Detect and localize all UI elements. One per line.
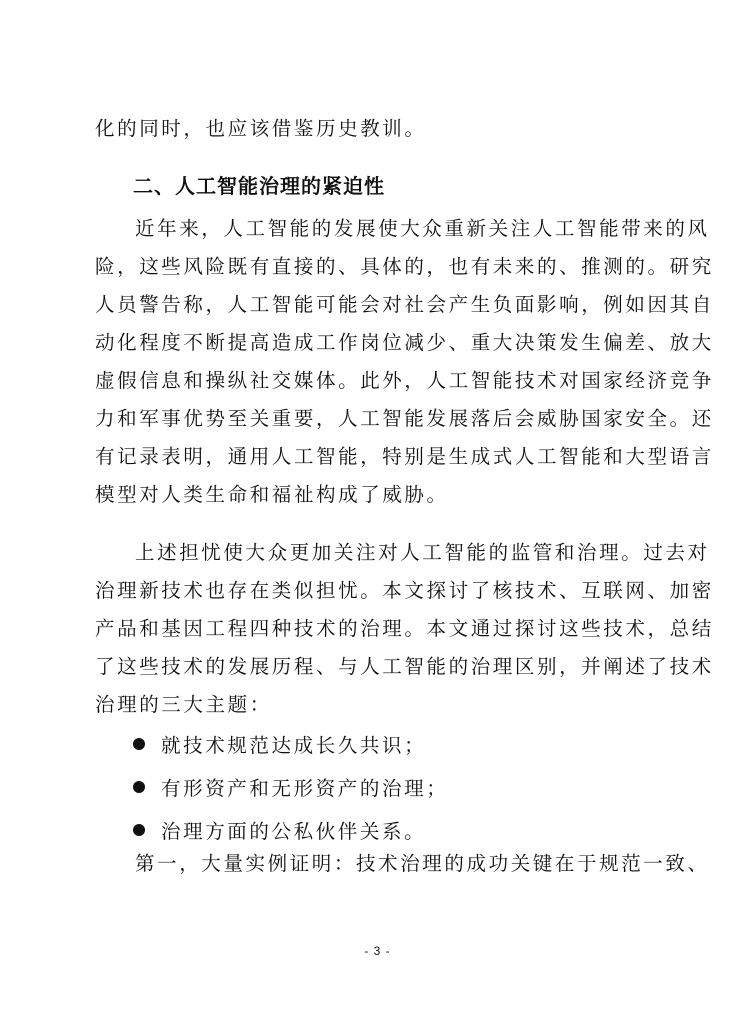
text-line: 近年来，人工智能的发展使大众重新关注人工智能带来的风 [135, 217, 710, 240]
text-line: 上述担忧使大众更加关注对人工智能的监管和治理。过去对 [135, 541, 710, 564]
text-line: 动化程度不断提高造成工作岗位减少、重大决策发生偏差、放大 [95, 331, 714, 354]
text-line: 产品和基因工程四种技术的治理。本文通过探讨这些技术，总结 [95, 617, 714, 640]
text-line: 治理新技术也存在类似担忧。本文探讨了核技术、互联网、加密 [95, 579, 714, 602]
text-line: 了这些技术的发展历程、与人工智能的治理区别，并阐述了技术 [95, 655, 714, 678]
list-item [133, 722, 663, 765]
list-item-text: 治理方面的公私伙伴关系。 [161, 819, 427, 843]
list-item-text: 有形资产和无形资产的治理； [161, 776, 449, 800]
list-item [133, 765, 663, 808]
bullet-list [133, 722, 663, 851]
section-heading: 二、人工智能治理的紧迫性 [133, 174, 385, 198]
bullet-icon [133, 781, 145, 793]
text-line: 险，这些风险既有直接的、具体的，也有未来的、推测的。研究 [95, 255, 714, 278]
text-line: 化的同时，也应该借鉴历史教训。 [95, 117, 427, 140]
list-item-text: 就技术规范达成长久共识； [161, 733, 427, 757]
text-line: 力和军事优势至关重要，人工智能发展落后会威胁国家安全。还 [95, 407, 714, 430]
paragraph-3 [95, 845, 710, 883]
text-line: 有记录表明，通用人工智能，特别是生成式人工智能和大型语言 [95, 445, 714, 468]
bullet-icon [133, 738, 145, 750]
text-line: 模型对人类生命和福祉构成了威胁。 [95, 483, 449, 506]
text-line: 虚假信息和操纵社交媒体。此外，人工智能技术对国家经济竞争 [95, 369, 714, 392]
continued-paragraph [95, 110, 663, 148]
text-line: 人员警告称，人工智能可能会对社会产生负面影响，例如因其自 [95, 293, 714, 316]
page-number: - 3 - [364, 944, 391, 958]
text-line: 第一，大量实例证明：技术治理的成功关键在于规范一致、 [135, 852, 710, 875]
paragraph-1 [95, 210, 714, 514]
bullet-icon [133, 824, 145, 836]
text-line: 治理的三大主题： [95, 693, 272, 716]
paragraph-2 [95, 534, 714, 724]
